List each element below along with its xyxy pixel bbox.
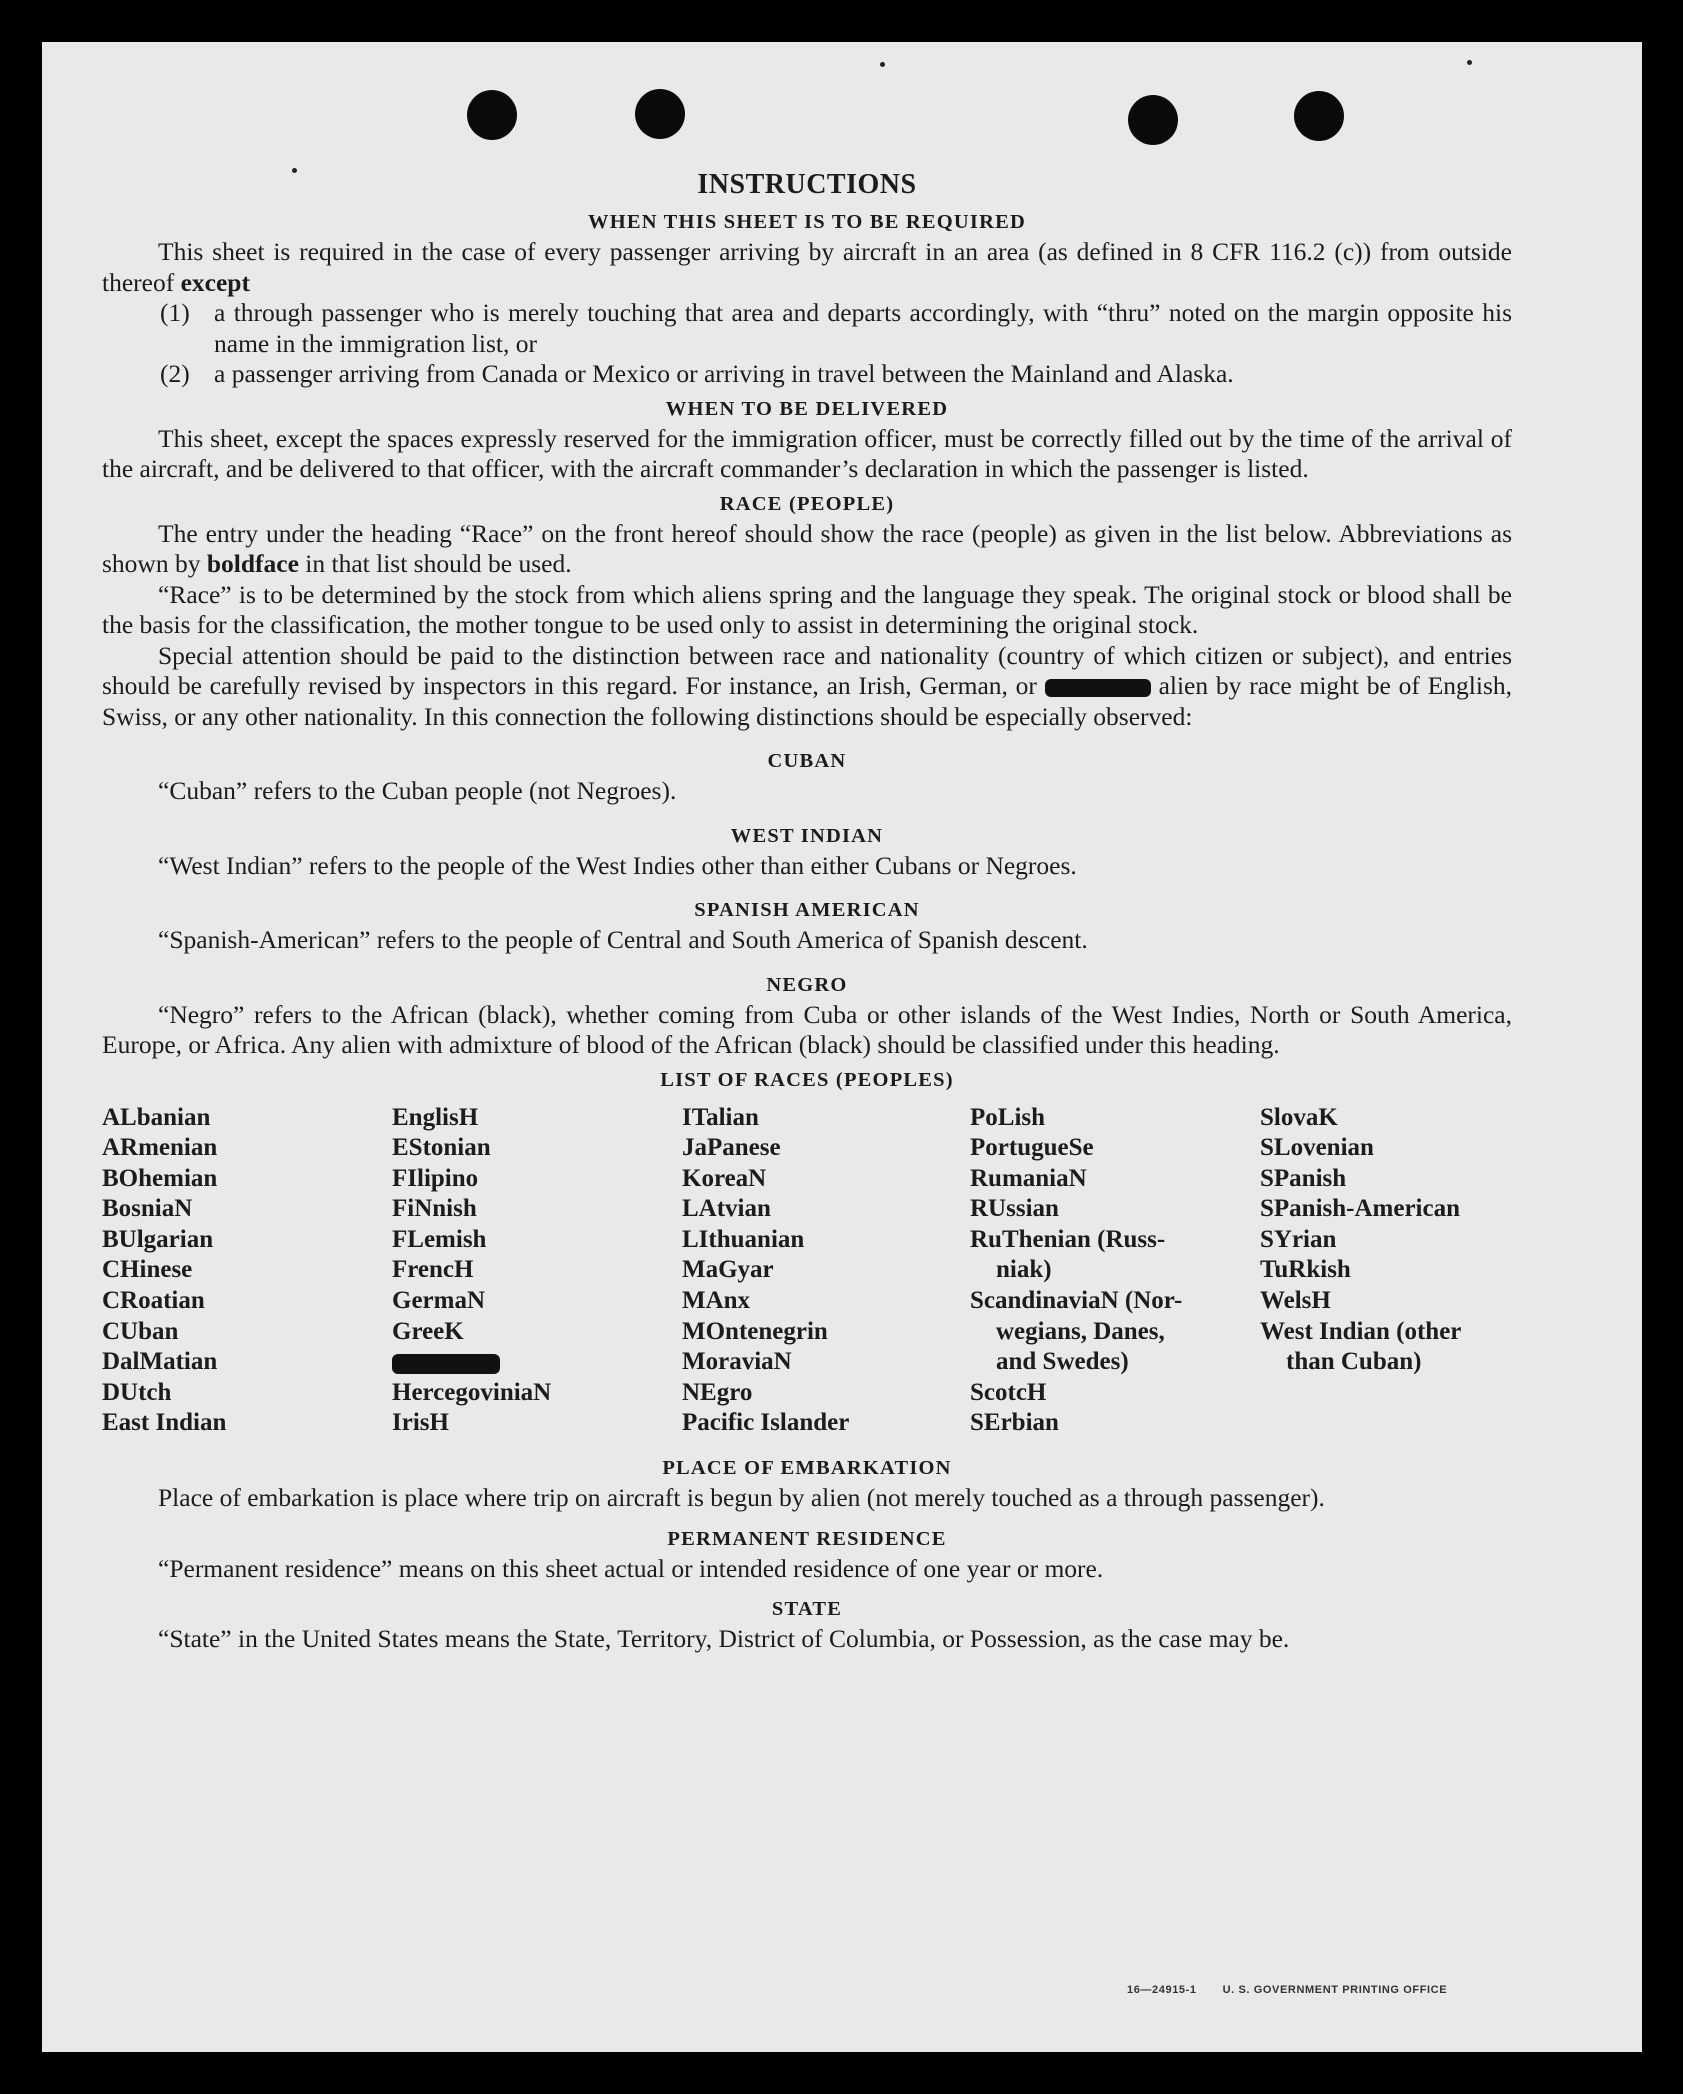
race-entry: HercegoviniaN <box>392 1378 552 1406</box>
race-entry: West Indian (other <box>1260 1317 1462 1345</box>
race-entry: MoraviaN <box>682 1348 792 1376</box>
section-heading: WHEN THIS SHEET IS TO BE REQUIRED <box>588 211 1026 233</box>
race-entry: ARmenian <box>102 1134 218 1162</box>
punch-hole <box>635 89 685 139</box>
required-intro: This sheet is required in the case of every passenger arriving by aircraft in an area (as defined in 8 CFR 116.2 (c)) from outside thereof except <box>102 237 1512 297</box>
race-entry: KoreaN <box>682 1164 767 1192</box>
race-entry: ITalian <box>682 1103 759 1131</box>
section-heading: LIST OF RACES (PEOPLES) <box>660 1068 954 1091</box>
state-text: “State” in the United States means the State, Territory, District of Columbia, or Possession, as the case may be. <box>158 1624 1290 1654</box>
race-entry: CUban <box>102 1317 179 1345</box>
race-entry: GermaN <box>392 1287 486 1315</box>
race-entry: RumaniaN <box>970 1164 1087 1192</box>
race-entry: LAtvian <box>682 1195 771 1223</box>
race-entry: SPanish <box>1260 1164 1347 1192</box>
race-entry: PortugueSe <box>970 1134 1094 1162</box>
race-entry: GreeK <box>392 1317 464 1345</box>
race-entry: BUlgarian <box>102 1225 214 1253</box>
race-entry: EStonian <box>392 1134 491 1162</box>
section-heading: WHEN TO BE DELIVERED <box>665 397 949 420</box>
race-entry: FLemish <box>392 1225 487 1253</box>
races-column <box>1260 1103 1512 1440</box>
race-entry: FiNnish <box>392 1195 477 1223</box>
race-entry: EnglisH <box>392 1103 479 1131</box>
residence-text: “Permanent residence” means on this sheet actual or intended residence of one year or more. <box>158 1553 1104 1583</box>
printer-imprint <box>1127 1984 1473 1996</box>
race-entry: DalMatian <box>102 1348 218 1376</box>
race-entry: DUtch <box>102 1378 172 1406</box>
race-entry: NEgro <box>682 1378 753 1406</box>
section-heading: PLACE OF EMBARKATION <box>662 1457 952 1480</box>
race-entry: CRoatian <box>102 1287 205 1315</box>
page-title: INSTRUCTIONS <box>697 169 917 200</box>
race-entry: PoLish <box>970 1103 1046 1131</box>
races-column <box>970 1103 1260 1440</box>
races-column <box>102 1103 392 1440</box>
race-entry: SPanish-American <box>1260 1195 1460 1223</box>
race-entry: FrencH <box>392 1256 474 1284</box>
document-sheet <box>42 42 1642 2052</box>
race-entry: SYrian <box>1260 1225 1337 1253</box>
printer-name: U. S. GOVERNMENT PRINTING OFFICE <box>1222 1984 1448 1996</box>
race-entry: RuThenian (Russ- <box>970 1225 1166 1253</box>
race-entry: FIlipino <box>392 1164 479 1192</box>
race-entry: RUssian <box>970 1195 1059 1223</box>
race-entry: WelsH <box>1260 1287 1331 1315</box>
section-heading: PERMANENT RESIDENCE <box>667 1527 947 1550</box>
delivered-text: This sheet, except the spaces expressly reserved for the immigration officer, must be correctly filled out by the time of the arrival of the aircraft, and be delivered to that officer, with the aircraft commander’s declaration in which the passenger is listed. <box>102 423 1512 483</box>
redaction-mark <box>1045 679 1151 697</box>
race-entry: SLovenian <box>1260 1134 1374 1162</box>
section-heading: WEST INDIAN <box>730 824 884 847</box>
race-entry: ScotcH <box>970 1378 1047 1406</box>
embarkation-text: Place of embarkation is place where trip on aircraft is begun by alien (not merely touched as a through passenger). <box>158 1483 1325 1513</box>
race-paragraph-2: “Race” is to be determined by the stock from which aliens spring and the language they speak. The original stock or blood shall be the basis for the classification, the mother tongue to be used only to assist in determining the original stock. <box>102 579 1512 639</box>
race-entry: IrisH <box>392 1409 449 1437</box>
dust-speck <box>1467 60 1472 65</box>
section-heading: STATE <box>771 1598 843 1621</box>
race-entry: LIthuanian <box>682 1225 805 1253</box>
list-item: (2) a passenger arriving from Canada or Mexico or arriving in travel between the Mainland and Alaska. <box>160 359 1234 388</box>
race-paragraph-3: Special attention should be paid to the distinction between race and nationality (country of which citizen or subject), and entries should be carefully revised by inspectors in this regard. For instance, an Irish, German, or alien by race might be of English, Swiss, or any other nationality. In this connection the following distinctions should be especially observed: <box>102 640 1513 731</box>
race-entry: SErbian <box>970 1409 1059 1437</box>
race-entry: BosniaN <box>102 1195 193 1223</box>
section-heading: SPANISH AMERICAN <box>694 899 920 921</box>
punch-hole <box>1128 95 1178 145</box>
redacted-entry <box>392 1347 682 1378</box>
cuban-text: “Cuban” refers to the Cuban people (not Negroes). <box>158 776 677 805</box>
race-entry: TuRkish <box>1260 1256 1351 1284</box>
spanish-american-text: “Spanish-American” refers to the people of Central and South America of Spanish descent. <box>158 925 1088 954</box>
west-indian-text: “West Indian” refers to the people of the West Indies other than either Cubans or Negroes. <box>158 850 1077 880</box>
race-entry: ScandinaviaN (Nor- <box>970 1287 1183 1315</box>
form-number: 16—24915-1 <box>1127 1984 1197 1996</box>
punch-hole <box>1294 91 1344 141</box>
section-heading: CUBAN <box>767 750 847 772</box>
negro-text: “Negro” refers to the African (black), whether coming from Cuba or other islands of the West Indies, North or South America, Europe, or Africa. Any alien with admixture of blood of the African (black) should be classified under this heading. <box>102 999 1512 1059</box>
section-heading: NEGRO <box>766 973 848 996</box>
race-entry: Pacific Islander <box>682 1409 850 1437</box>
races-list <box>102 1103 1512 1440</box>
race-entry: BOhemian <box>102 1164 218 1192</box>
race-entry: wegians, Danes, <box>996 1317 1165 1345</box>
race-entry: and Swedes) <box>996 1348 1129 1376</box>
dust-speck <box>880 62 885 67</box>
section-heading: RACE (PEOPLE) <box>719 492 895 515</box>
race-entry: MOntenegrin <box>682 1317 828 1345</box>
races-column <box>392 1103 682 1440</box>
race-entry: East Indian <box>102 1409 227 1437</box>
race-entry: JaPanese <box>682 1134 781 1162</box>
race-entry: than Cuban) <box>1286 1348 1422 1376</box>
race-paragraph-1: The entry under the heading “Race” on the front hereof should show the race (people) as given in the list below. Abbreviations as shown by boldface in that list should be used. <box>102 518 1512 578</box>
race-entry: MaGyar <box>682 1256 774 1284</box>
races-column <box>682 1103 970 1440</box>
race-entry: niak) <box>996 1256 1052 1284</box>
list-item: (1) a through passenger who is merely touching that area and departs accordingly, with “thru” noted on the margin opposite his name in the immigration list, or <box>160 298 1512 358</box>
instructions-body <box>102 167 1512 1655</box>
race-entry: SlovaK <box>1260 1103 1338 1131</box>
race-entry: ALbanian <box>102 1103 211 1131</box>
punch-hole <box>467 90 517 140</box>
race-entry: MAnx <box>682 1287 751 1315</box>
race-entry: CHinese <box>102 1256 193 1284</box>
